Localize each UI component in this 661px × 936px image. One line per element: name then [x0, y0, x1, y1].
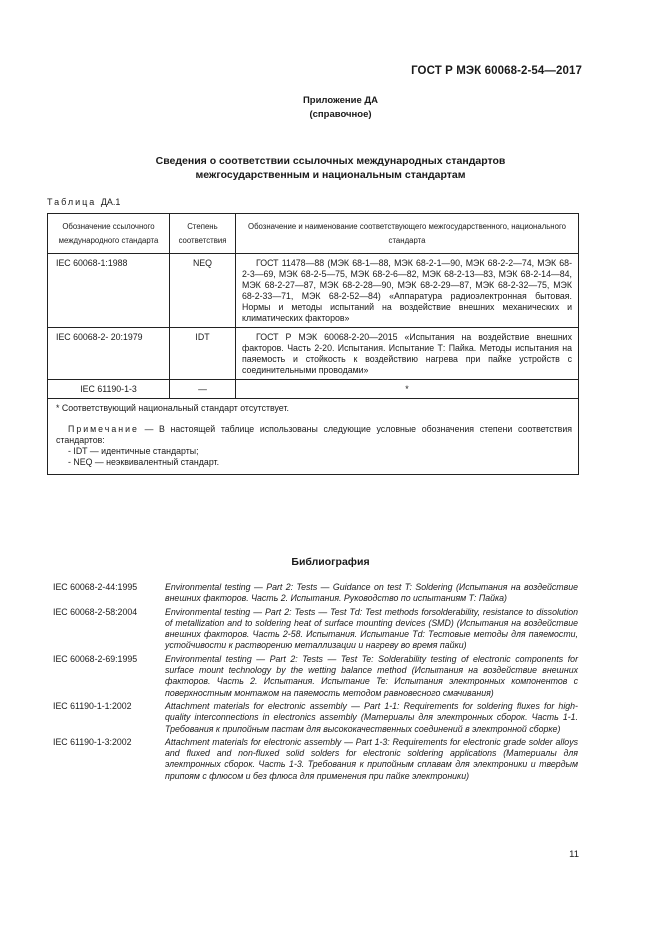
document-header: ГОСТ Р МЭК 60068-2-54—2017: [411, 65, 582, 77]
cell-code: IEC 61190-1-3: [48, 380, 170, 399]
bibliography-text: Environmental testing — Part 2: Tests — Test Te: Solderability testing of electronic components for surface mount technology by the wetting balance method (Испытания на воздействие внешних факторов. Часть 2. Испытания. Испытание Te: Испытания электронных компонентов с поверхностным монтажом на паяемость методом равновесного смачивания): [165, 653, 578, 698]
table-notes: [48, 416, 579, 475]
cell-description: ГОСТ 11478—88 (МЭК 68-1—88, МЭК 68-2-1—90, МЭК 68-2-2—74, МЭК 68-2-3—69, МЭК 68-2-5—75, МЭК 68-2-6—82, МЭК 68-2-13—83, МЭК 68-2-14—84, МЭК 68-2-27—87, МЭК 68-2-28—90, МЭК 68-2-29—87, МЭК 68-2-32—75, МЭК 68-2-33—71, МЭК 68-2-52—84) «Аппаратура радиоэлектронная бытовая. Нормы и методы испытаний на воздействие внешних механических и климатических факторов»: [236, 254, 579, 328]
cell-code: IEC 60068-2- 20:1979: [48, 328, 170, 380]
bibliography-code: IEC 61190-1-1:2002: [53, 700, 132, 711]
table-row: [48, 254, 579, 328]
bibliography-entry: [53, 737, 578, 782]
section-title-line-1: Сведения о соответствии ссылочных международных стандартов: [155, 155, 506, 167]
bibliography-text: Environmental testing — Part 2: Tests — Guidance on test T: Soldering (Испытания на воздействие внешних факторов. Часть 2. Испытания. Руководство по испытаниям Т: Пайка): [165, 582, 578, 604]
table-footnote: * Соответствующий национальный стандарт отсутствует.: [48, 399, 579, 417]
note-label: Примечание: [68, 424, 139, 434]
bibliography-title: Библиография: [291, 556, 370, 568]
header-cell-national-standard: Обозначение и наименование соответствующего межгосударственного, национального стандарта: [236, 214, 579, 254]
correspondence-table: [47, 213, 579, 475]
header-cell-intl-standard: Обозначение ссылочного международного стандарта: [48, 214, 170, 254]
bibliography-text: Attachment materials for electronic assembly — Part 1-3: Requirements for electronic grade solder alloys and fluxed and non-fluxed solid solders for electronic soldering applications (Материалы для электронных сборок. Часть 1-3. Требования к припойным сплавам для электроники и твердым припоям с флюсом и без флюса для применения при пайке электроники): [165, 736, 578, 781]
table-caption-word: Таблица: [47, 197, 97, 207]
bibliography-entry: [53, 582, 578, 605]
header-cell-degree: Степень соответствия: [170, 214, 236, 254]
annex-title: Приложение ДА: [302, 95, 379, 106]
table-row: [48, 328, 579, 380]
section-title-line-2: межгосударственным и национальным стандартам: [195, 169, 466, 181]
table-row: [48, 380, 579, 399]
bibliography-text: Attachment materials for electronic assembly — Part 1-1: Requirements for soldering fluxes for high-quality interconnections in electronics assembly (Материалы для электронных сборок. Часть 1-1. Требования к припойным пастам для высококачественных соединений в электронной сборке): [165, 700, 578, 734]
section-title: [60, 154, 601, 182]
annex-heading: [0, 94, 661, 121]
annex-subtitle: (справочное): [309, 108, 372, 120]
notes-row: [48, 416, 579, 475]
bibliography-code: IEC 60068-2-69:1995: [53, 653, 138, 664]
bibliography-list: [53, 582, 578, 784]
bibliography-entry: [53, 607, 578, 652]
cell-degree: —: [170, 380, 236, 399]
table-caption: [47, 197, 120, 207]
bibliography-code: IEC 60068-2-58:2004: [53, 606, 138, 617]
note-item-neq: - NEQ — неэквивалентный стандарт.: [68, 457, 220, 467]
cell-degree: NEQ: [170, 254, 236, 328]
footnote-row: [48, 399, 579, 417]
cell-description: *: [236, 380, 579, 399]
cell-code: IEC 60068-1:1988: [48, 254, 170, 328]
bibliography-code: IEC 61190-1-3:2002: [53, 736, 132, 747]
page-number: 11: [569, 849, 579, 860]
cell-degree: IDT: [170, 328, 236, 380]
bibliography-text: Environmental testing — Part 2: Tests — Test Td: Test methods forsolderability, resistance to dissolution of metallization and to soldering heat of surface mounting devices (SMD) (Испытания на воздействие внешних факторов. Часть 2-58. Испытания. Испытание Td: Тестовые методы для паяемости, устойчивости к растворению металлизации и нагреву во время пайки): [165, 606, 578, 651]
note-item-idt: - IDT — идентичные стандарты;: [68, 446, 199, 456]
note-paragraph: [56, 424, 572, 446]
table-header-row: [48, 214, 579, 254]
bibliography-entry: [53, 701, 578, 735]
cell-description: ГОСТ Р МЭК 60068-2-20—2015 «Испытания на воздействие внешних факторов. Часть 2-20. Испытания. Испытание Т: Пайка. Методы испытания на паяемость и стойкость к воздействию нагрева при пайке устройств с соединительными проводами»: [236, 328, 579, 380]
note-text: — В настоящей таблице использованы следующие условные обозначения степени соответствия стандартов:: [56, 424, 572, 445]
table-caption-number: ДА.1: [100, 197, 121, 207]
bibliography-code: IEC 60068-2-44:1995: [53, 582, 138, 592]
bibliography-entry: [53, 654, 578, 699]
